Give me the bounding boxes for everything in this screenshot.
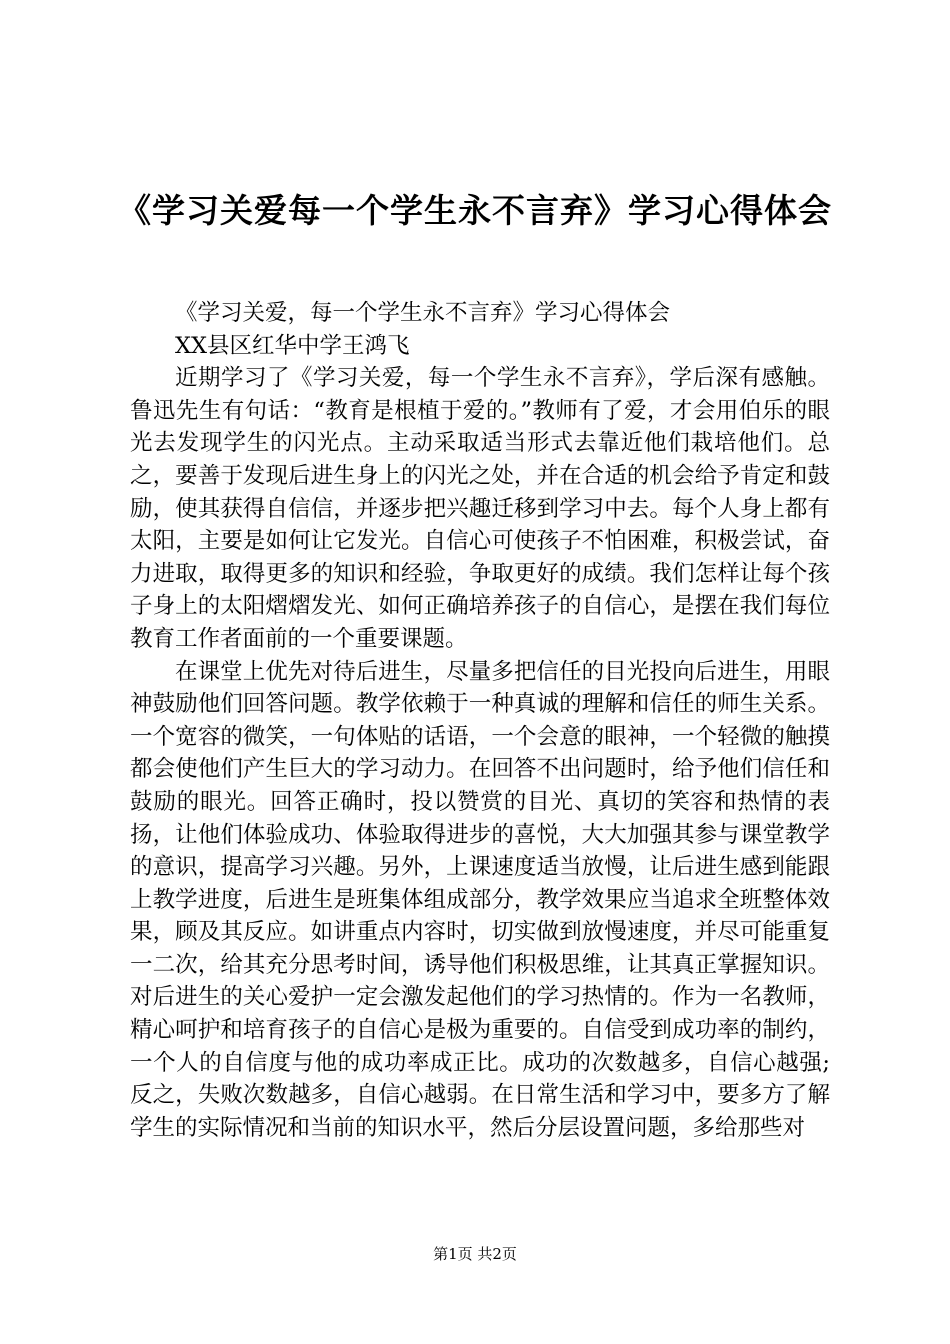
document-title: 《学习关爱每一个学生永不言弃》学习心得体会 — [118, 191, 832, 230]
author-line: XX县区红华中学王鸿飞 — [175, 332, 410, 359]
document-body — [130, 297, 830, 1144]
body-paragraph: 近期学习了《学习关爱，每一个学生永不言弃》，学后深有感触。鲁迅先生有句话：“教育是根植于爱的。”教师有了爱，才会用伯乐的眼光去发现学生的闪光点。主动采取适当形式去靠近他们栽培他们。总之，要善于发现后进生身上的闪光之处，并在合适的机会给予肯定和鼓励，使其获得自信信，并逐步把兴趣迁移到学习中去。每个人身上都有太阳，主要是如何让它发光。自信心可使孩子不怕困难，积极尝试，奋力进取，取得更多的知识和经验，争取更好的成绩。我们怎样让每个孩子身上的太阳熠熠发光、如何正确培养孩子的自信心，是摆在我们每位教育工作者面前的一个重要课题。 — [130, 365, 830, 652]
page-number-footer: 第1页 共2页 — [433, 1245, 517, 1263]
subtitle-paragraph: 《学习关爱，每一个学生永不言弃》学习心得体会 — [175, 300, 671, 326]
body-paragraph: 在课堂上优先对待后进生，尽量多把信任的目光投向后进生，用眼神鼓励他们回答问题。教学依赖于一种真诚的理解和信任的师生关系。一个宽容的微笑，一句体贴的话语，一个会意的眼神，一个轻微的触摸都会使他们产生巨大的学习动力。在回答不出问题时，给予他们信任和鼓励的眼光。回答正确时，投以赞赏的目光、真切的笑容和热情的表扬，让他们体验成功、体验取得进步的喜悦，大大加强其参与课堂教学的意识，提高学习兴趣。另外，上课速度适当放慢，让后进生感到能跟上教学进度，后进生是班集体组成部分，教学效果应当追求全班整体效果，顾及其反应。如讲重点内容时，切实做到放慢速度，并尽可能重复一二次，给其充分思考时间，诱导他们积极思维，让其真正掌握知识。对后进生的关心爱护一定会激发起他们的学习热情的。作为一名教师，精心呵护和培育孩子的自信心是极为重要的。自信受到成功率的制约，一个人的自信度与他的成功率成正比。成功的次数越多，自信心越强;反之，失败次数越多，自信心越弱。在日常生活和学习中，要多方了解学生的实际情况和当前的知识水平，然后分层设置问题，多给那些对 — [130, 658, 830, 1141]
